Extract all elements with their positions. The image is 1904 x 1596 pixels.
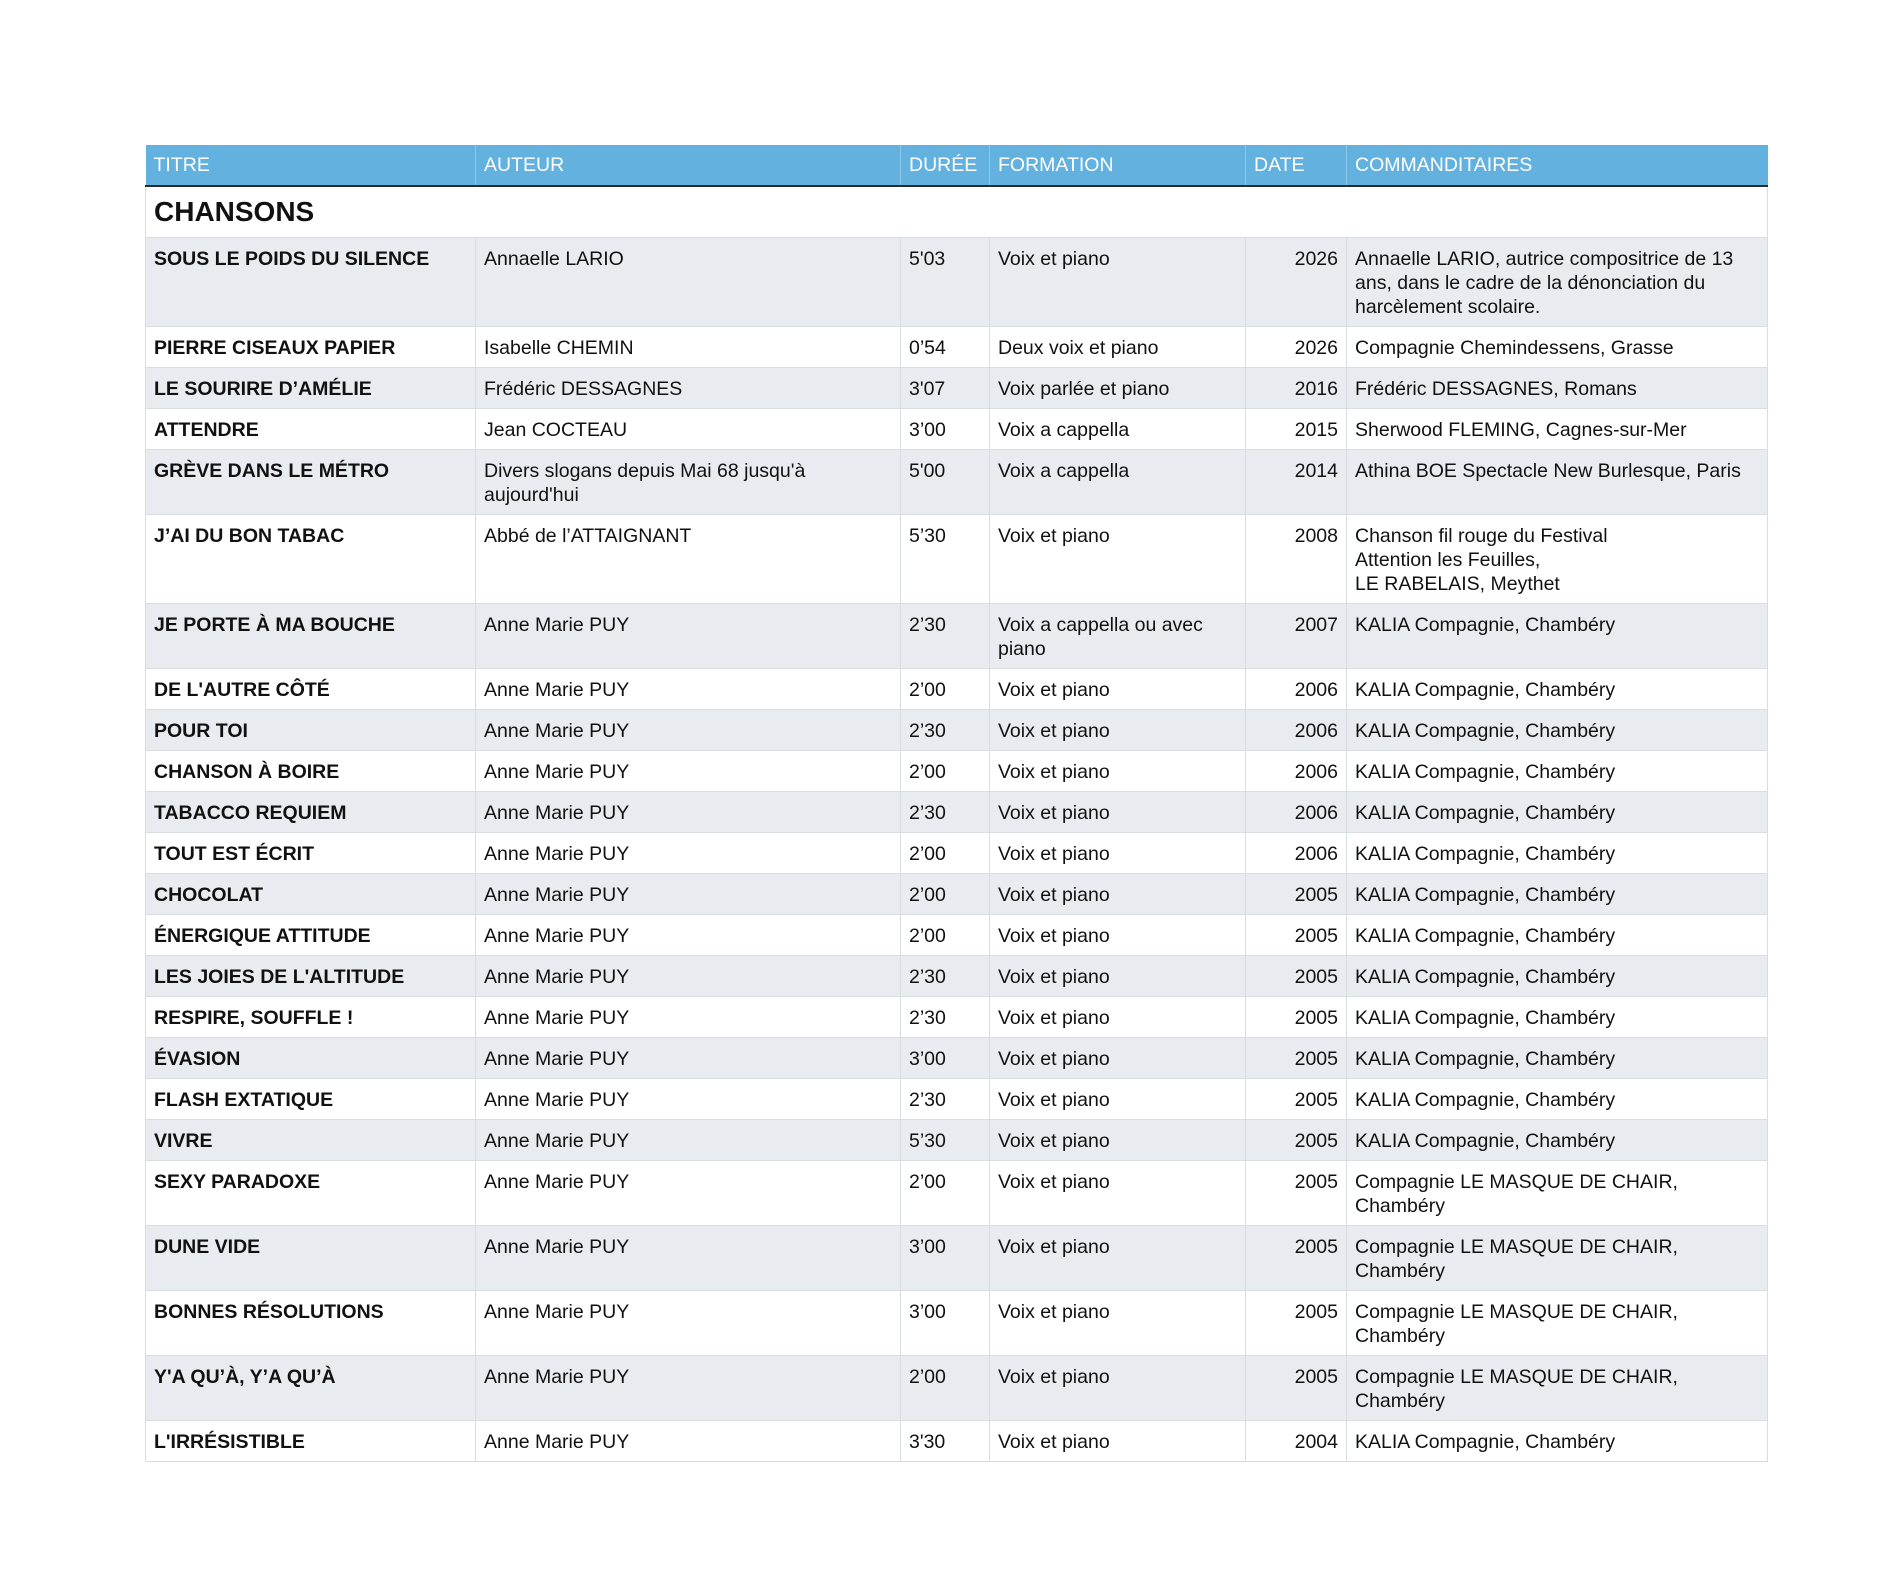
cell-date: 2006 [1246,751,1347,792]
cell-commanditaires: KALIA Compagnie, Chambéry [1347,874,1768,915]
cell-auteur: Anne Marie PUY [476,1161,901,1226]
cell-date: 2005 [1246,1038,1347,1079]
cell-date: 2014 [1246,450,1347,515]
cell-date: 2005 [1246,1226,1347,1291]
cell-titre: ÉNERGIQUE ATTITUDE [146,915,476,956]
cell-formation: Voix et piano [990,1421,1246,1462]
table-row [146,604,1768,669]
cell-titre: POUR TOI [146,710,476,751]
cell-titre: DE L'AUTRE CÔTÉ [146,669,476,710]
cell-date: 2005 [1246,1291,1347,1356]
cell-date: 2005 [1246,997,1347,1038]
cell-date: 2005 [1246,956,1347,997]
cell-titre: PIERRE CISEAUX PAPIER [146,327,476,368]
cell-formation: Voix et piano [990,1161,1246,1226]
cell-formation: Voix parlée et piano [990,368,1246,409]
table-row [146,368,1768,409]
cell-titre: J’AI DU BON TABAC [146,515,476,604]
cell-formation: Voix et piano [990,792,1246,833]
cell-commanditaires: Compagnie LE MASQUE DE CHAIR, Chambéry [1347,1226,1768,1291]
header-commanditaires: COMMANDITAIRES [1347,145,1768,186]
table-row [146,874,1768,915]
cell-duree: 0’54 [901,327,990,368]
table-row [146,1356,1768,1421]
table-row [146,450,1768,515]
cell-titre: DUNE VIDE [146,1226,476,1291]
cell-titre: LES JOIES DE L'ALTITUDE [146,956,476,997]
cell-titre: VIVRE [146,1120,476,1161]
cell-auteur: Anne Marie PUY [476,1038,901,1079]
cell-duree: 2’30 [901,710,990,751]
cell-duree: 2’30 [901,997,990,1038]
cell-titre: ÉVASION [146,1038,476,1079]
cell-commanditaires: KALIA Compagnie, Chambéry [1347,710,1768,751]
table-row [146,327,1768,368]
cell-auteur: Frédéric DESSAGNES [476,368,901,409]
cell-formation: Voix et piano [990,833,1246,874]
cell-formation: Voix a cappella [990,409,1246,450]
table-row [146,751,1768,792]
cell-date: 2005 [1246,1161,1347,1226]
table-row [146,409,1768,450]
cell-formation: Voix et piano [990,710,1246,751]
cell-date: 2005 [1246,1120,1347,1161]
cell-titre: SEXY PARADOXE [146,1161,476,1226]
cell-commanditaires: Compagnie LE MASQUE DE CHAIR, Chambéry [1347,1291,1768,1356]
cell-duree: 2’30 [901,956,990,997]
table-row [146,1161,1768,1226]
cell-duree: 5’30 [901,1120,990,1161]
cell-formation: Voix et piano [990,238,1246,327]
table-row [146,1291,1768,1356]
cell-commanditaires: KALIA Compagnie, Chambéry [1347,1120,1768,1161]
cell-formation: Voix et piano [990,956,1246,997]
header-titre: TITRE [146,145,476,186]
cell-date: 2007 [1246,604,1347,669]
cell-formation: Voix et piano [990,1291,1246,1356]
cell-formation: Voix et piano [990,874,1246,915]
table-row [146,956,1768,997]
cell-date: 2005 [1246,874,1347,915]
cell-duree: 2’00 [901,833,990,874]
cell-commanditaires: Annaelle LARIO, autrice compositrice de 13 ans, dans le cadre de la dénonciation du harcèlement scolaire. [1347,238,1768,327]
table-row [146,515,1768,604]
cell-formation: Voix et piano [990,669,1246,710]
cell-auteur: Anne Marie PUY [476,915,901,956]
cell-auteur: Annaelle LARIO [476,238,901,327]
cell-formation: Voix et piano [990,751,1246,792]
cell-titre: TABACCO REQUIEM [146,792,476,833]
table-row [146,792,1768,833]
cell-date: 2008 [1246,515,1347,604]
cell-formation: Voix et piano [990,915,1246,956]
cell-duree: 3’00 [901,409,990,450]
cell-commanditaires: Sherwood FLEMING, Cagnes-sur-Mer [1347,409,1768,450]
cell-duree: 2’00 [901,1356,990,1421]
header-duree: DURÉE [901,145,990,186]
cell-date: 2005 [1246,1079,1347,1120]
cell-formation: Voix et piano [990,1038,1246,1079]
cell-commanditaires: Compagnie LE MASQUE DE CHAIR, Chambéry [1347,1356,1768,1421]
cell-commanditaires: KALIA Compagnie, Chambéry [1347,1079,1768,1120]
table-row [146,915,1768,956]
cell-date: 2005 [1246,1356,1347,1421]
cell-auteur: Anne Marie PUY [476,751,901,792]
cell-commanditaires: KALIA Compagnie, Chambéry [1347,792,1768,833]
cell-formation: Voix et piano [990,515,1246,604]
cell-titre: SOUS LE POIDS DU SILENCE [146,238,476,327]
cell-commanditaires: Compagnie Chemindessens, Grasse [1347,327,1768,368]
cell-auteur: Anne Marie PUY [476,604,901,669]
cell-date: 2016 [1246,368,1347,409]
cell-auteur: Anne Marie PUY [476,1120,901,1161]
cell-commanditaires: KALIA Compagnie, Chambéry [1347,751,1768,792]
table-row [146,1226,1768,1291]
cell-duree: 2’30 [901,604,990,669]
cell-date: 2026 [1246,327,1347,368]
table-row [146,833,1768,874]
cell-titre: GRÈVE DANS LE MÉTRO [146,450,476,515]
cell-formation: Voix et piano [990,1226,1246,1291]
cell-duree: 3’00 [901,1038,990,1079]
cell-duree: 5'00 [901,450,990,515]
cell-auteur: Jean COCTEAU [476,409,901,450]
table-row [146,1038,1768,1079]
cell-commanditaires: Chanson fil rouge du Festival Attention les Feuilles, LE RABELAIS, Meythet [1347,515,1768,604]
cell-date: 2006 [1246,669,1347,710]
cell-auteur: Anne Marie PUY [476,1356,901,1421]
cell-duree: 2’00 [901,669,990,710]
cell-duree: 5’30 [901,515,990,604]
cell-date: 2006 [1246,792,1347,833]
cell-auteur: Anne Marie PUY [476,1291,901,1356]
works-table [145,145,1768,1462]
cell-titre: ATTENDRE [146,409,476,450]
cell-commanditaires: KALIA Compagnie, Chambéry [1347,1038,1768,1079]
cell-titre: FLASH EXTATIQUE [146,1079,476,1120]
cell-auteur: Anne Marie PUY [476,1226,901,1291]
cell-auteur: Anne Marie PUY [476,997,901,1038]
cell-duree: 3'07 [901,368,990,409]
header-formation: FORMATION [990,145,1246,186]
cell-duree: 5'03 [901,238,990,327]
cell-titre: L'IRRÉSISTIBLE [146,1421,476,1462]
cell-formation: Deux voix et piano [990,327,1246,368]
cell-formation: Voix et piano [990,1120,1246,1161]
cell-commanditaires: KALIA Compagnie, Chambéry [1347,956,1768,997]
cell-duree: 3’00 [901,1291,990,1356]
table-row [146,997,1768,1038]
cell-titre: LE SOURIRE D’AMÉLIE [146,368,476,409]
cell-formation: Voix et piano [990,1356,1246,1421]
cell-date: 2006 [1246,833,1347,874]
table-header [146,145,1768,186]
cell-duree: 2’30 [901,1079,990,1120]
cell-titre: JE PORTE À MA BOUCHE [146,604,476,669]
cell-commanditaires: KALIA Compagnie, Chambéry [1347,669,1768,710]
cell-commanditaires: Frédéric DESSAGNES, Romans [1347,368,1768,409]
cell-commanditaires: KALIA Compagnie, Chambéry [1347,604,1768,669]
cell-auteur: Isabelle CHEMIN [476,327,901,368]
cell-commanditaires: Athina BOE Spectacle New Burlesque, Paris [1347,450,1768,515]
cell-formation: Voix et piano [990,1079,1246,1120]
cell-commanditaires: KALIA Compagnie, Chambéry [1347,997,1768,1038]
cell-auteur: Anne Marie PUY [476,792,901,833]
section-row [146,186,1768,238]
cell-titre: RESPIRE, SOUFFLE ! [146,997,476,1038]
cell-auteur: Anne Marie PUY [476,669,901,710]
cell-auteur: Anne Marie PUY [476,1079,901,1120]
cell-titre: TOUT EST ÉCRIT [146,833,476,874]
cell-date: 2015 [1246,409,1347,450]
cell-commanditaires: KALIA Compagnie, Chambéry [1347,915,1768,956]
table-row [146,1120,1768,1161]
cell-auteur: Anne Marie PUY [476,710,901,751]
cell-date: 2026 [1246,238,1347,327]
cell-duree: 2’30 [901,792,990,833]
cell-formation: Voix a cappella ou avec piano [990,604,1246,669]
cell-auteur: Anne Marie PUY [476,1421,901,1462]
cell-titre: Y'A QU’À, Y’A QU’À [146,1356,476,1421]
cell-formation: Voix a cappella [990,450,1246,515]
table-row [146,669,1768,710]
section-title: CHANSONS [146,186,1768,238]
cell-duree: 3’00 [901,1226,990,1291]
table-row [146,238,1768,327]
cell-duree: 2’00 [901,874,990,915]
cell-duree: 2’00 [901,915,990,956]
header-auteur: AUTEUR [476,145,901,186]
cell-auteur: Anne Marie PUY [476,833,901,874]
cell-commanditaires: Compagnie LE MASQUE DE CHAIR, Chambéry [1347,1161,1768,1226]
cell-titre: CHOCOLAT [146,874,476,915]
cell-titre: CHANSON À BOIRE [146,751,476,792]
cell-duree: 3'30 [901,1421,990,1462]
cell-date: 2006 [1246,710,1347,751]
cell-duree: 2’00 [901,1161,990,1226]
header-date: DATE [1246,145,1347,186]
document-page [145,145,1767,1462]
table-row [146,710,1768,751]
table-body [146,186,1768,1462]
cell-auteur: Anne Marie PUY [476,956,901,997]
cell-titre: BONNES RÉSOLUTIONS [146,1291,476,1356]
cell-auteur: Anne Marie PUY [476,874,901,915]
cell-commanditaires: KALIA Compagnie, Chambéry [1347,1421,1768,1462]
cell-date: 2005 [1246,915,1347,956]
cell-date: 2004 [1246,1421,1347,1462]
cell-commanditaires: KALIA Compagnie, Chambéry [1347,833,1768,874]
table-row [146,1421,1768,1462]
cell-auteur: Abbé de l’ATTAIGNANT [476,515,901,604]
table-row [146,1079,1768,1120]
cell-auteur: Divers slogans depuis Mai 68 jusqu'à aujourd'hui [476,450,901,515]
cell-duree: 2’00 [901,751,990,792]
cell-formation: Voix et piano [990,997,1246,1038]
